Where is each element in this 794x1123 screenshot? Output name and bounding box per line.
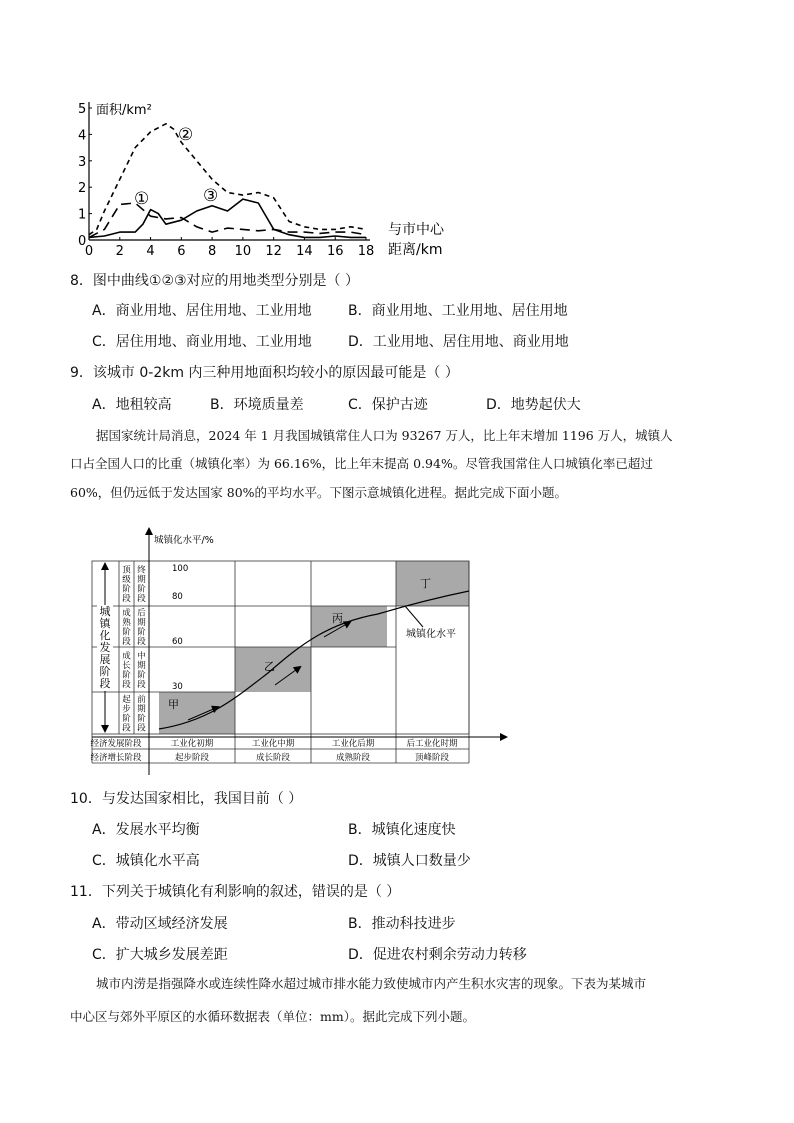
curve-label-3: ③ [203,186,219,206]
series-line-1 [89,199,366,237]
question-8-option-b[interactable]: B．商业用地、工业用地、居住用地 [348,303,568,319]
row1-cell: 工业化初期 [170,739,214,749]
row1-cell: 工业化中期 [251,739,295,749]
question-11-option-c[interactable]: C．扩大城乡发展差距 [92,947,228,963]
question-11-option-b[interactable]: B．推动科技进步 [348,916,456,932]
curve-label-2: ② [178,125,194,145]
level-axis-label: 城镇化水平/% [154,535,214,546]
question-9-stem: 9．该城市 0-2km 内三种用地面积均较小的原因最可能是（ ） [70,365,459,381]
question-10-option-d[interactable]: D．城镇人口数量少 [348,853,471,869]
question-8-option-a[interactable]: A．商业用地、居住用地、工业用地 [92,303,312,319]
x-axis-label-line2: 距离/km [388,242,443,258]
row2-cell: 成熟阶段 [335,753,371,763]
x-tick-label: 10 [234,244,252,259]
level-value-label: 60 [172,637,183,647]
x-tick-label: 16 [326,244,344,259]
question-11-stem: 11．下列关于城镇化有利影响的叙述，错误的是（ ） [70,884,401,900]
box-bing [311,606,387,647]
x-tick-label: 6 [177,244,186,259]
passage-1-line-3: 60%，但仍远低于发达国家 80%的平均水平。下图示意城镇化进程。据此完成下面小题。 [70,485,568,500]
x-tick-label: 8 [207,244,217,259]
stage-label: 成长阶段 [122,651,131,690]
stage-label: 起步阶段 [122,695,131,734]
x-tick-label: 2 [115,244,124,259]
curve-label: 城镇化水平 [406,629,456,640]
box-label: 丁 [420,577,431,590]
question-10-stem: 10．与发达国家相比，我国目前（ ） [70,791,303,807]
passage-1-line-1: 据国家统计局消息，2024 年 1 月我国城镇常住人口为 93267 万人，比上年末增加 1196 万人，城镇人 [96,428,673,443]
level-value-label: 80 [172,592,183,602]
y-tick-label: 3 [78,154,87,170]
row-header-economic-development: 经济发展阶段 [90,739,142,749]
box-label: 甲 [168,698,179,711]
y-tick-label: 4 [78,128,87,144]
urbanization-process-diagram [78,525,518,775]
x-axis-label-line1: 与市中心 [388,222,444,238]
x-tick-label: 12 [265,244,282,259]
y-axis-label: 面积/km² [96,103,152,118]
x-tick-label: 14 [296,244,313,259]
y-tick-label: 1 [78,207,87,223]
question-10-option-c[interactable]: C．城镇化水平高 [92,853,200,869]
passage-2-line-1: 城市内涝是指强降水或连续性降水超过城市排水能力致使城市内产生积水灾害的现象。下表为某城市 [96,976,647,991]
period-label: 后期阶段 [137,608,146,647]
question-10-option-a[interactable]: A．发展水平均衡 [92,822,200,838]
stage-label: 顶级阶段 [122,565,131,604]
curve-label-1: ① [134,189,150,209]
level-value-label: 30 [172,682,183,692]
passage-2-line-2: 中心区与郊外平原区的水循环数据表（单位：mm）。据此完成下列小题。 [70,1009,475,1024]
x-tick-label: 4 [146,244,155,259]
development-stage-label: 城镇化发展阶段 [99,605,111,690]
question-9-option-a[interactable]: A．地租较高 [92,397,172,413]
land-use-area-chart [70,98,470,268]
row1-cell: 后工业化时期 [406,739,458,749]
row2-cell: 起步阶段 [174,753,210,763]
question-9-option-d[interactable]: D．地势起伏大 [486,397,581,413]
row2-cell: 顶峰阶段 [414,753,450,763]
y-tick-label: 2 [78,181,87,197]
question-8-stem: 8．图中曲线①②③对应的用地类型分别是（ ） [70,273,360,289]
box-label: 乙 [264,660,275,673]
stage-label: 成熟阶段 [122,608,131,647]
row1-cell: 工业化后期 [331,739,375,749]
period-label: 终期阶段 [137,565,146,604]
level-value-label: 100 [172,564,189,574]
period-label: 前期阶段 [137,695,146,734]
question-8-option-d[interactable]: D．工业用地、居住用地、商业用地 [348,334,569,350]
y-tick-label: 0 [78,234,87,249]
x-tick-label: 0 [84,244,94,259]
question-8-option-c[interactable]: C．居住用地、商业用地、工业用地 [92,334,312,350]
passage-1-line-2: 口占全国人口的比重（城镇化率）为 66.16%，比上年末提高 0.94%。尽管我国常住人口城镇化率已超过 [70,456,653,471]
question-11-option-a[interactable]: A．带动区域经济发展 [92,916,228,932]
y-tick-label: 5 [78,102,87,117]
x-tick-label: 18 [357,244,375,259]
question-11-option-d[interactable]: D．促进农村剩余劳动力转移 [348,947,527,963]
question-9-option-b[interactable]: B．环境质量差 [210,397,304,413]
question-9-option-c[interactable]: C．保护古迹 [348,397,428,413]
row2-cell: 成长阶段 [255,753,291,763]
row-header-economic-growth: 经济增长阶段 [90,753,142,763]
series-line-2 [89,124,366,235]
question-10-option-b[interactable]: B．城镇化速度快 [348,822,456,838]
box-label: 丙 [332,612,343,625]
period-label: 中期阶段 [137,651,146,690]
